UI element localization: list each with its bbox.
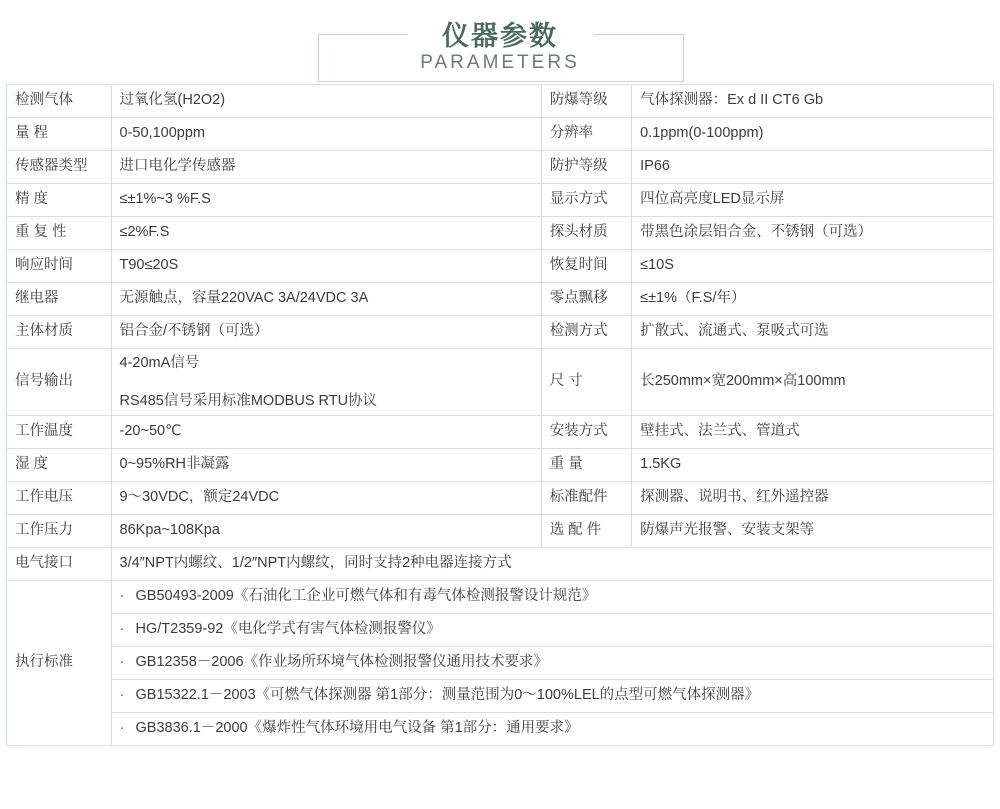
table-row <box>7 151 994 184</box>
row-label-body-material: 主体材质 <box>7 316 112 349</box>
table-row-standards <box>7 680 994 713</box>
table-row-standards <box>7 647 994 680</box>
row-value-range: 0-50,100ppm <box>111 118 541 151</box>
parameters-table-body <box>7 85 994 746</box>
parameters-table <box>6 84 994 746</box>
row-value-working-pressure: 86Kpa~108Kpa <box>111 515 541 548</box>
standard-item-text: GB50493-2009《石油化工企业可燃气体和有毒气体检测报警设计规范》 <box>135 588 597 605</box>
row-label-working-voltage: 工作电压 <box>7 482 112 515</box>
table-row <box>7 515 994 548</box>
row-label-weight: 重 量 <box>541 449 631 482</box>
row-value-response-time: T90≤20S <box>111 250 541 283</box>
standard-item-text: GB3836.1－2000《爆炸性气体环境用电气设备 第1部分：通用要求》 <box>135 720 579 737</box>
standard-item <box>111 713 993 746</box>
table-row <box>7 85 994 118</box>
signal-output-line-2: RS485信号采用标准MODBUS RTU协议 <box>119 393 378 409</box>
table-row-standards <box>7 713 994 746</box>
standard-item <box>111 647 993 680</box>
row-value-body-material: 铝合金/不锈钢（可选） <box>111 316 541 349</box>
standard-item-text: GB12358－2006《作业场所环境气体检测报警仪通用技术要求》 <box>135 654 549 671</box>
bullet-icon: · <box>119 588 125 605</box>
row-label-relay: 继电器 <box>7 283 112 316</box>
table-row <box>7 449 994 482</box>
row-label-explosion-proof: 防爆等级 <box>541 85 631 118</box>
table-row <box>7 118 994 151</box>
row-value-probe-material: 带黑色涂层铝合金、不锈钢（可选） <box>632 217 994 250</box>
standard-item-text: HG/T2359-92《电化学式有害气体检测报警仪》 <box>135 621 441 638</box>
table-row-signal-output <box>7 349 994 416</box>
row-value-weight: 1.5KG <box>632 449 994 482</box>
table-row <box>7 416 994 449</box>
row-label-protection-level: 防护等级 <box>541 151 631 184</box>
row-value-zero-drift: ≤±1%（F.S/年） <box>632 283 994 316</box>
row-label-repeatability: 重 复 性 <box>7 217 112 250</box>
row-label-sensor-type: 传感器类型 <box>7 151 112 184</box>
row-label-electrical-interface: 电气接口 <box>7 548 112 581</box>
table-row <box>7 250 994 283</box>
row-label-detect-gas: 检测气体 <box>7 85 112 118</box>
row-value-standard-accessories: 探测器、说明书、红外遥控器 <box>632 482 994 515</box>
row-value-signal-output <box>111 349 541 416</box>
row-label-humidity: 湿 度 <box>7 449 112 482</box>
row-label-standards: 执行标准 <box>7 581 112 746</box>
row-value-installation: 壁挂式、法兰式、管道式 <box>632 416 994 449</box>
row-value-protection-level: IP66 <box>632 151 994 184</box>
row-label-display-mode: 显示方式 <box>541 184 631 217</box>
row-value-repeatability: ≤2%F.S <box>111 217 541 250</box>
row-value-sensor-type: 进口电化学传感器 <box>111 151 541 184</box>
page-title <box>0 14 1000 53</box>
row-label-dimensions: 尺 寸 <box>541 349 631 416</box>
table-row <box>7 217 994 250</box>
row-value-electrical-interface: 3/4″NPT内螺纹、1/2″NPT内螺纹，同时支持2种电器连接方式 <box>111 548 993 581</box>
table-row <box>7 316 994 349</box>
page-title-text: 仪器参数 <box>428 21 572 51</box>
row-value-resolution: 0.1ppm(0-100ppm) <box>632 118 994 151</box>
row-label-accuracy: 精 度 <box>7 184 112 217</box>
row-label-resolution: 分辨率 <box>541 118 631 151</box>
table-row <box>7 283 994 316</box>
row-label-detection-mode: 检测方式 <box>541 316 631 349</box>
row-value-working-temperature: -20~50℃ <box>111 416 541 449</box>
row-value-detect-gas: 过氧化氢(H2O2) <box>111 85 541 118</box>
bullet-icon: · <box>119 687 125 704</box>
row-label-range: 量 程 <box>7 118 112 151</box>
standard-item-text: GB15322.1－2003《可燃气体探测器 第1部分：测量范围为0～100%LEL的点型可燃气体探测器》 <box>135 687 760 704</box>
row-label-standard-accessories: 标准配件 <box>541 482 631 515</box>
row-value-accuracy: ≤±1%~3 %F.S <box>111 184 541 217</box>
signal-output-spacer <box>120 377 533 387</box>
row-value-detection-mode: 扩散式、流通式、泵吸式可选 <box>632 316 994 349</box>
row-label-probe-material: 探头材质 <box>541 217 631 250</box>
row-label-response-time: 响应时间 <box>7 250 112 283</box>
standard-item <box>111 680 993 713</box>
table-row-standards <box>7 614 994 647</box>
table-row <box>7 482 994 515</box>
table-row <box>7 184 994 217</box>
row-value-explosion-proof: 气体探测器：Ex d II CT6 Gb <box>632 85 994 118</box>
page-header <box>0 0 1000 84</box>
row-label-installation: 安装方式 <box>541 416 631 449</box>
table-row-standards <box>7 581 994 614</box>
row-value-recovery-time: ≤10S <box>632 250 994 283</box>
page-subtitle: PARAMETERS <box>420 52 580 73</box>
row-label-working-pressure: 工作压力 <box>7 515 112 548</box>
row-label-optional-accessories: 选 配 件 <box>541 515 631 548</box>
row-label-zero-drift: 零点飘移 <box>541 283 631 316</box>
row-value-humidity: 0~95%RH非凝露 <box>111 449 541 482</box>
signal-output-line-1: 4-20mA信号 <box>119 355 200 371</box>
row-label-working-temperature: 工作温度 <box>7 416 112 449</box>
table-row-electrical-interface <box>7 548 994 581</box>
row-value-display-mode: 四位高亮度LED显示屏 <box>632 184 994 217</box>
bullet-icon: · <box>119 654 125 671</box>
row-value-relay: 无源触点，容量220VAC 3A/24VDC 3A <box>111 283 541 316</box>
row-label-recovery-time: 恢复时间 <box>541 250 631 283</box>
row-value-optional-accessories: 防爆声光报警、安装支架等 <box>632 515 994 548</box>
row-label-signal-output: 信号输出 <box>7 349 112 416</box>
standard-item <box>111 581 993 614</box>
row-value-dimensions: 长250mm×宽200mm×高100mm <box>632 349 994 416</box>
bullet-icon: · <box>119 720 125 737</box>
standard-item <box>111 614 993 647</box>
bullet-icon: · <box>119 621 125 638</box>
row-value-working-voltage: 9～30VDC，额定24VDC <box>111 482 541 515</box>
